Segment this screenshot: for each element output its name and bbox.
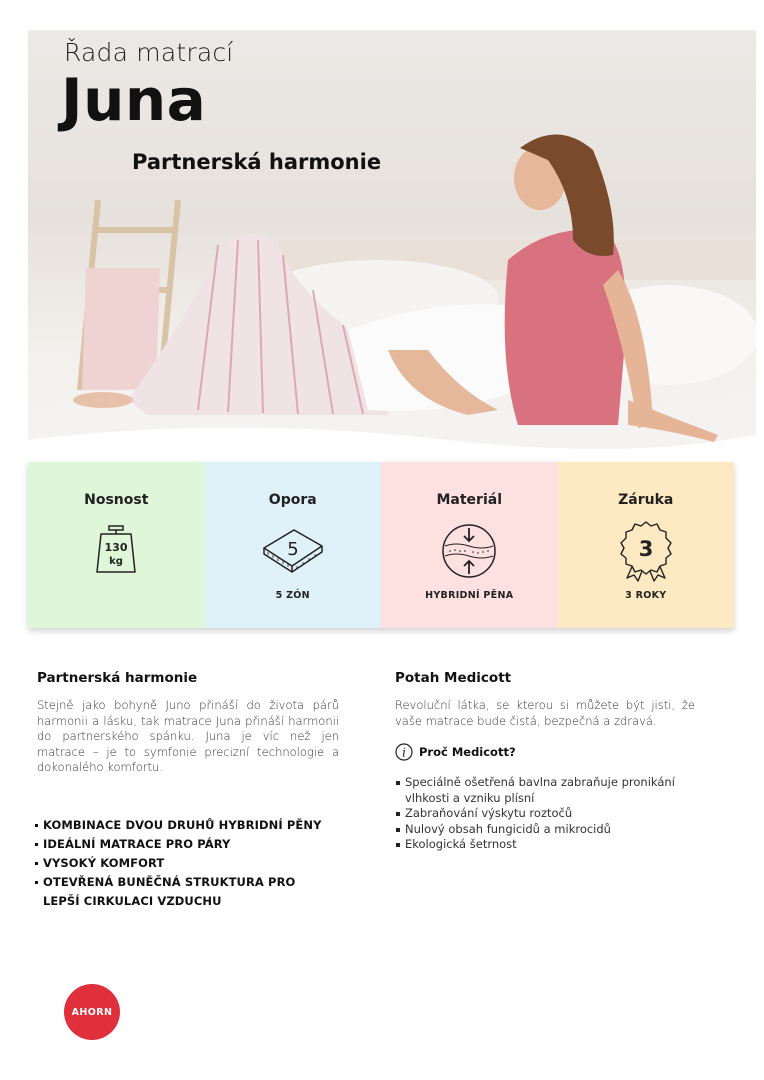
- feature-strip: [28, 462, 734, 628]
- zones-icon: [260, 518, 326, 584]
- left-heading: Partnerská harmonie: [37, 670, 198, 686]
- weight-unit: kg: [109, 556, 124, 567]
- weight-icon: [83, 518, 149, 584]
- left-column: [37, 670, 339, 776]
- why-medicott: [395, 743, 695, 761]
- right-column: [395, 670, 695, 853]
- left-paragraph: Stejně jako bohyně Juno přináší do života párů harmonii a lásku, tak matrace Juna přináší harmonii do partnerského spánku. Juna je víc než jen matrace – je to symfonie precizní technologie a dokonalého komfortu.: [37, 698, 339, 774]
- warranty-number: 3: [638, 537, 654, 561]
- medicott-list: [395, 775, 695, 853]
- list-item: VYSOKÝ KOMFORT: [35, 854, 335, 873]
- svg-text:i: i: [402, 745, 406, 760]
- zones-number: 5: [287, 539, 299, 560]
- badge-icon: [613, 518, 679, 584]
- info-icon: [395, 743, 413, 761]
- hero-photo: [28, 30, 756, 500]
- model-title: Juna: [61, 66, 207, 134]
- list-item: KOMBINACE DVOU DRUHŮ HYBRIDNÍ PĚNY: [35, 816, 335, 835]
- feature-support: [205, 462, 382, 628]
- list-item: Nulový obsah fungicidů a mikrocidů: [395, 822, 695, 838]
- list-item: OTEVŘENÁ BUNĚČNÁ STRUKTURA PRO LEPŠÍ CIRKULACI VZDUCHU: [35, 873, 335, 911]
- feature-value: HYBRIDNÍ PĚNA: [425, 590, 514, 601]
- right-paragraph: Revoluční látka, se kterou si můžete být jisti, že vaše matrace bude čistá, bezpečná a zdravá.: [395, 698, 695, 728]
- feature-title: Záruka: [618, 492, 674, 508]
- list-item: IDEÁLNÍ MATRACE PRO PÁRY: [35, 835, 335, 854]
- feature-value: 5 ZÓN: [275, 590, 310, 601]
- series-label: Řada matrací: [64, 38, 234, 67]
- logo-text: AHORN: [71, 1006, 113, 1018]
- list-item: Ekologická šetrnost: [395, 837, 695, 853]
- feature-title: Materiál: [436, 492, 502, 508]
- feature-warranty: [558, 462, 735, 628]
- feature-title: Opora: [268, 492, 317, 508]
- feature-value: 3 ROKY: [625, 590, 667, 601]
- feature-title: Nosnost: [84, 492, 149, 508]
- right-heading: Potah Medicott: [395, 670, 512, 686]
- why-label: Proč Medicott?: [419, 745, 516, 759]
- tagline: Partnerská harmonie: [132, 150, 382, 174]
- feature-material: [381, 462, 558, 628]
- list-item: Zabraňování výskytu roztočů: [395, 806, 695, 822]
- foam-icon: [436, 518, 502, 584]
- list-item: Speciálně ošetřená bavlna zabraňuje pronikání vlhkosti a vzniku plísní: [395, 775, 695, 806]
- feature-load: [28, 462, 205, 628]
- ahorn-logo: [64, 984, 120, 1040]
- weight-value: 130: [104, 541, 128, 554]
- feature-list: [35, 816, 335, 911]
